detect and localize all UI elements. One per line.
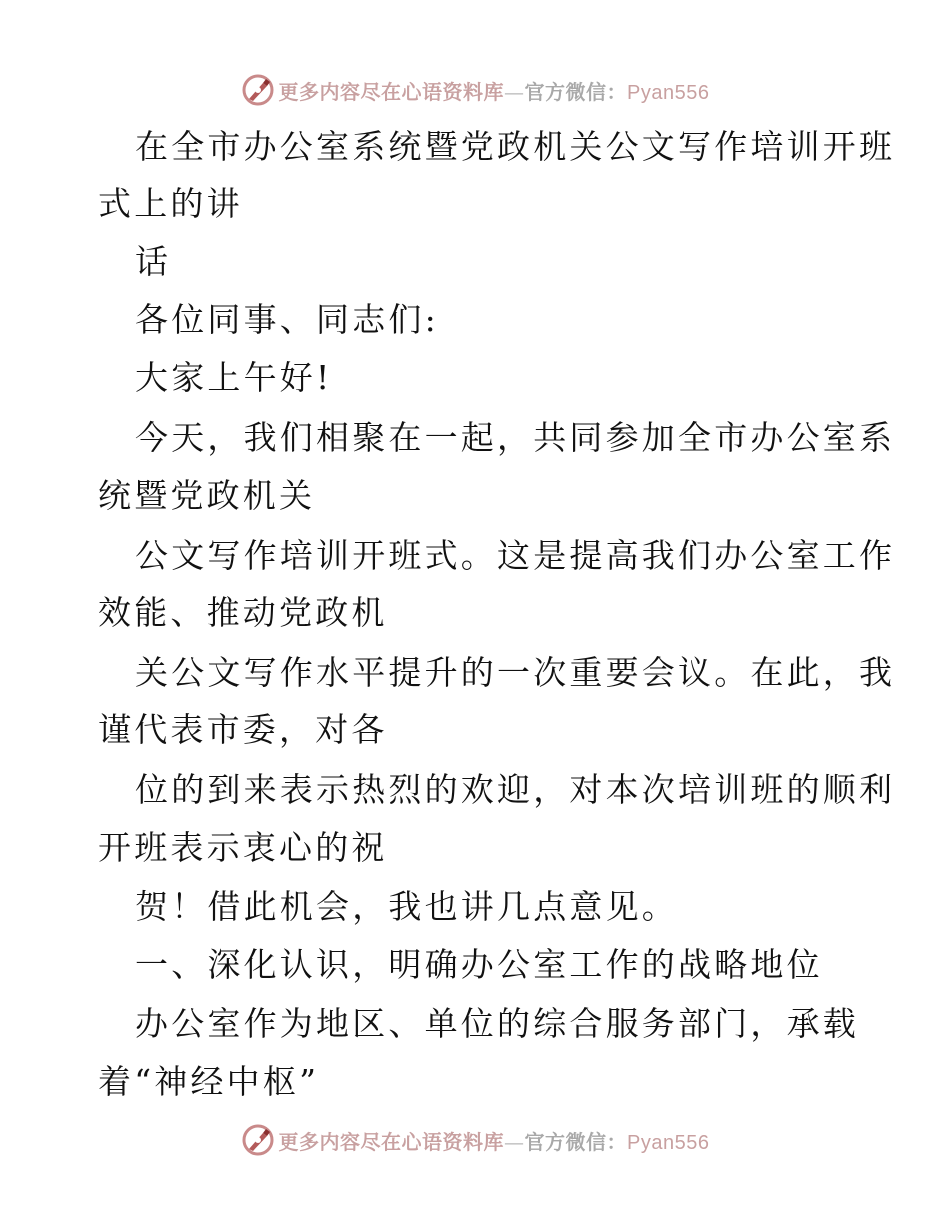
watermark-label: 官方微信： (524, 1129, 628, 1154)
paragraph-line: 位的到来表示热烈的欢迎，对本次培训班的顺利 (135, 770, 896, 809)
section-heading: 一、深化认识，明确办公室工作的战略地位 (135, 945, 823, 984)
paragraph-line: 关公文写作水平提升的一次重要会议。在此，我 (135, 653, 896, 692)
watermark-brand: 更多内容尽在心语资料库 (278, 79, 505, 104)
title-line-1: 在全市办公室系统暨党政机关公文写作培训开班 (135, 127, 896, 166)
watermark-brand: 更多内容尽在心语资料库 (278, 1129, 505, 1154)
title-line-3: 话 (135, 242, 172, 281)
paragraph-line: 今天，我们相聚在一起，共同参加全市办公室系 (135, 418, 896, 457)
paragraph-line: 统暨党政机关 (98, 476, 316, 515)
pen-logo-icon (241, 1123, 275, 1157)
watermark-wechat-id: Pyan556 (627, 81, 710, 104)
watermark-label: 官方微信： (524, 79, 628, 104)
title-line-2: 式上的讲 (98, 184, 243, 223)
paragraph-line: 公文写作培训开班式。这是提高我们办公室工作 (135, 536, 896, 575)
watermark-wechat-id: Pyan556 (627, 1131, 710, 1154)
paragraph-line: 办公室作为地区、单位的综合服务部门，承载 (135, 1004, 859, 1043)
paragraph-line: 谨代表市委，对各 (98, 710, 388, 749)
watermark-separator: — (504, 1129, 525, 1154)
salutation: 各位同事、同志们: (135, 300, 439, 339)
paragraph-line: 效能、推动党政机 (98, 593, 388, 632)
paragraph-line: 着“神经中枢” (98, 1062, 320, 1101)
greeting: 大家上午好! (135, 358, 333, 397)
paragraph-line: 贺！借此机会，我也讲几点意见。 (135, 887, 678, 926)
paragraph-line: 开班表示衷心的祝 (98, 828, 388, 867)
footer-watermark (0, 1120, 950, 1160)
watermark-separator: — (504, 79, 525, 104)
